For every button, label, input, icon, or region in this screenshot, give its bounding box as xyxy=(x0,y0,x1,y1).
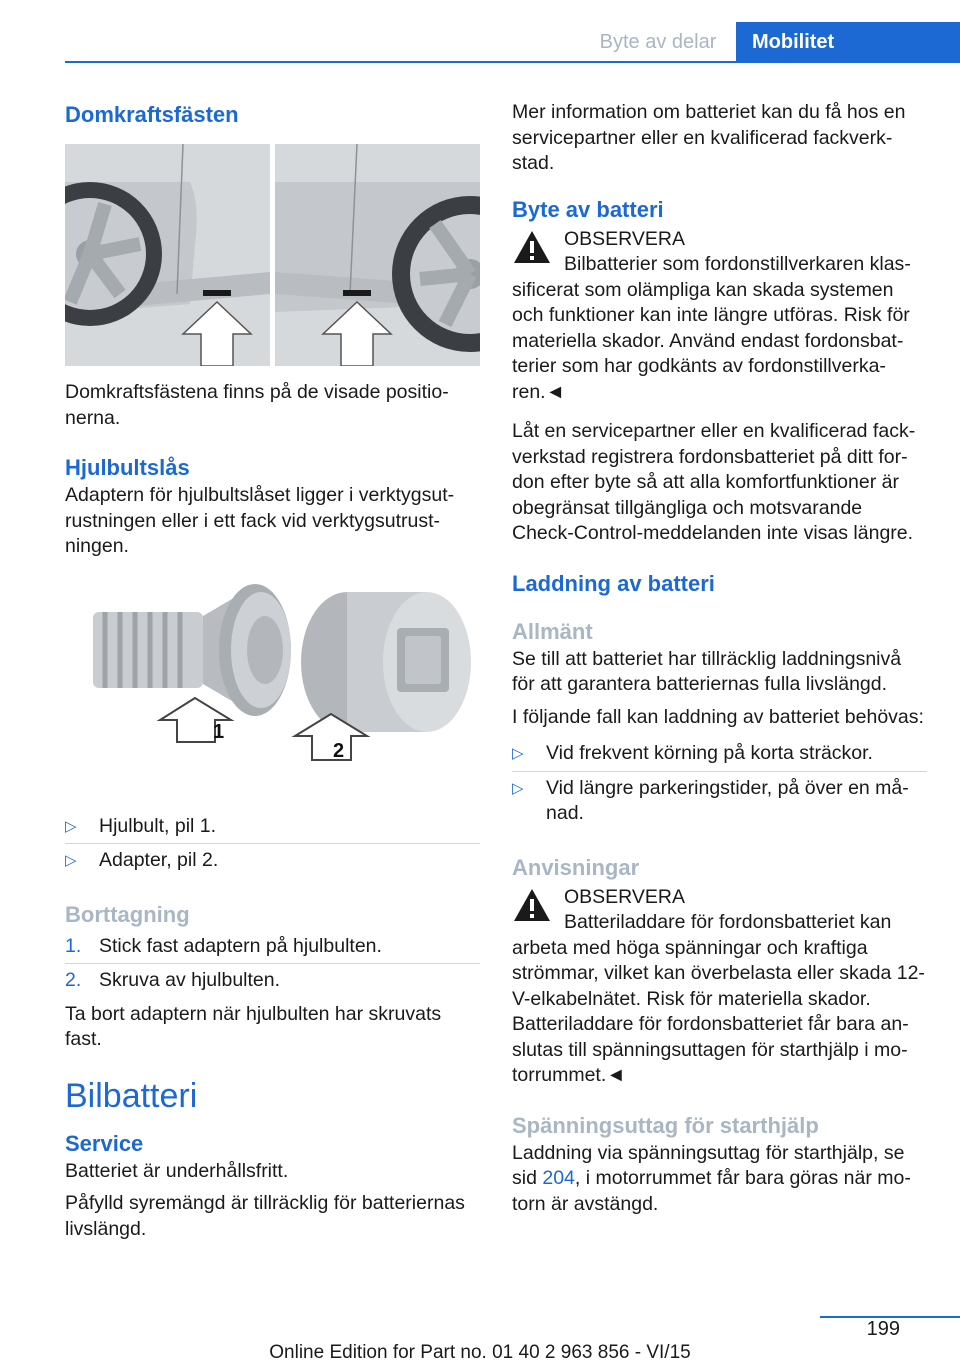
warning-text-2: Batteriladdare för fordonsbatteriet kan arbeta med höga spänningar och kraftiga strömmar, vilket kan överbelasta eller skada 12-V-elkabelnätet. Risk för materiella skador. Batteriladdare för fordonsbatteriet får bara anslutas till spänningsuttagen för starthjälp i motorrummet.◄ xyxy=(512,911,925,1086)
battery-info-text: Mer information om batteriet kan du få hos en servicepartner eller en kvalificerad fackverkstad. xyxy=(512,101,906,174)
right-column xyxy=(512,100,927,1224)
list-item: 1. Stick fast adaptern på hjulbulten. xyxy=(65,930,480,965)
list-item: ▷ Adapter, pil 2. xyxy=(65,844,480,878)
removal-steps xyxy=(65,930,480,998)
jack-points-heading: Domkraftsfästen xyxy=(65,102,239,127)
car-jack-points-image xyxy=(65,144,480,366)
wheel-lock-text: Adaptern för hjulbultslåset ligger i verktygsutrustningen eller i ett fack vid verktygsutrustningen. xyxy=(65,484,455,557)
warning-block-1 xyxy=(512,227,927,253)
list-item: ▷ Vid frekvent körning på korta sträckor. xyxy=(512,737,927,772)
warning-block-2 xyxy=(512,885,927,911)
wheel-lock-illustration xyxy=(65,572,480,802)
warning-label-2: OBSERVERA xyxy=(564,885,686,908)
warning-label-1: OBSERVERA xyxy=(564,227,686,250)
jump-start-socket-text: Laddning via spänningsuttag för starthjälp, se sid 204, i motorrummet får bara göras när motorn är avstängd. xyxy=(512,1141,911,1215)
warning-triangle-icon xyxy=(512,229,552,265)
triangle-right-icon: ▷ xyxy=(512,779,524,797)
triangle-right-icon: ▷ xyxy=(65,852,77,869)
warning-triangle-icon xyxy=(512,887,552,923)
chapter-tab[interactable]: Mobilitet xyxy=(736,22,960,62)
wheel-lock-heading: Hjulbultslås xyxy=(65,455,190,480)
section-tab[interactable]: Byte av delar xyxy=(599,31,717,53)
triangle-right-icon: ▷ xyxy=(512,745,524,762)
triangle-right-icon: ▷ xyxy=(65,817,77,835)
removal-heading: Borttagning xyxy=(65,901,190,927)
jump-start-socket-heading: Spänningsuttag för starthjälp xyxy=(512,1112,819,1138)
edition-note: Online Edition for Part no. 01 40 2 963 856 - VI/15 xyxy=(269,1342,691,1363)
jack-points-text: Domkraftsfästena finns på de visade positionerna. xyxy=(65,381,449,429)
left-column xyxy=(65,100,480,1249)
service-heading: Service xyxy=(65,1130,144,1156)
notes-heading: Anvisningar xyxy=(512,854,640,880)
page-number: 199 xyxy=(866,1318,900,1340)
battery-heading: Bilbatteri xyxy=(65,1076,198,1115)
warning-text-1: Bilbatterier som fordonstillverkaren klassificerat som olämpliga kan skada systemen och funktioner kan inte längre utföras. Risk för materiella skador. Använd endast fordonsbatterier som har godkänts av fordonstillverkaren.◄ xyxy=(512,253,911,403)
parts-list xyxy=(65,810,480,878)
list-item: 2. Skruva av hjulbulten. xyxy=(65,969,281,991)
page-link-204[interactable]: 204 xyxy=(542,1167,575,1189)
charging-cases-text: I följande fall kan laddning av batteriet behövas: xyxy=(512,705,924,728)
charging-heading: Laddning av batteri xyxy=(512,570,715,596)
general-heading: Allmänt xyxy=(512,618,593,644)
general-text: Se till att batteriet har tillräcklig laddningsnivå för att garantera batteriernas fulla livslängd. xyxy=(512,647,902,695)
jack-points-illustration xyxy=(65,144,480,366)
replace-battery-heading: Byte av batteri xyxy=(512,196,664,222)
callout-number-2: 2 xyxy=(333,739,345,762)
header-rule xyxy=(65,61,960,63)
removal-after-text: Ta bort adaptern när hjulbulten har skruvats fast. xyxy=(65,1002,442,1050)
page-header xyxy=(0,0,960,62)
service-text-2: Påfylld syremängd är tillräcklig för batteriernas livslängd. xyxy=(65,1192,465,1240)
list-item: ▷ Vid längre parkeringstider, på över en månad. xyxy=(512,776,909,824)
callout-number-1: 1 xyxy=(213,720,225,743)
register-battery-text: Låt en servicepartner eller en kvalificerad fackverkstad registrera fordonsbatteriet på ditt fordon efter byte så att alla komfortfunktioner är obegränsat tillgängliga och motsvarande Check-Control-meddelanden inte visas längre. xyxy=(512,420,916,544)
wheel-bolt-adapter-image xyxy=(65,572,480,802)
list-item: ▷ Hjulbult, pil 1. xyxy=(65,810,480,845)
service-text-1: Batteriet är underhållsfritt. xyxy=(65,1159,289,1182)
charging-cases-list xyxy=(512,737,927,831)
